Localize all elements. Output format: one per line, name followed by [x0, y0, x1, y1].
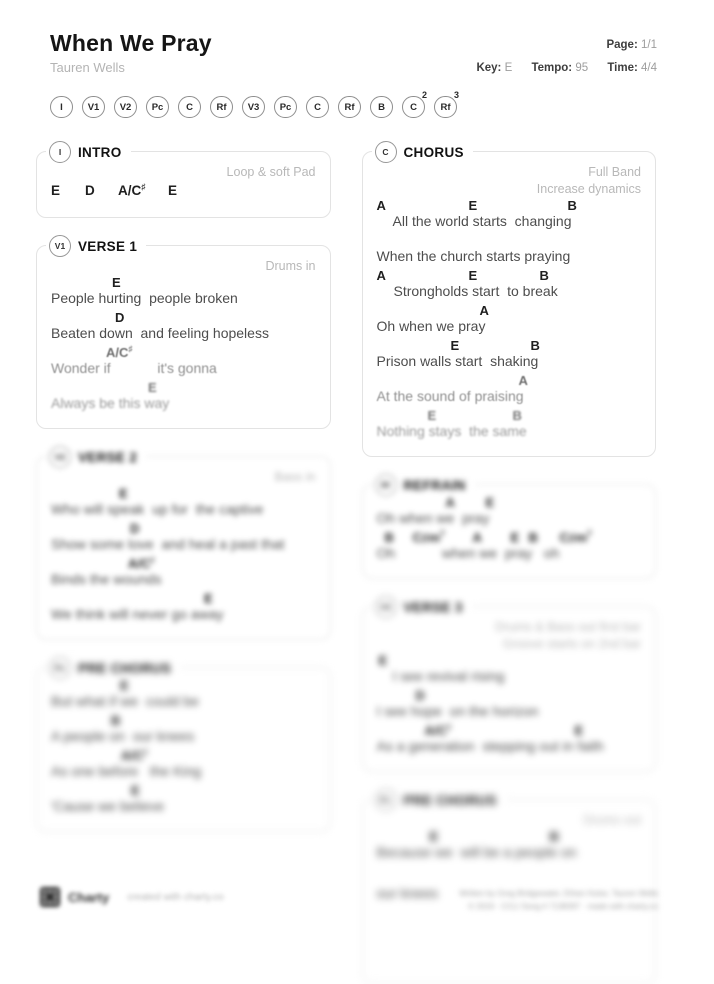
chord-symbol: B: [567, 198, 577, 213]
chord-symbol: B: [512, 408, 522, 423]
chart-line: [377, 723, 642, 756]
chart-line: [51, 380, 316, 413]
chord-symbol: E: [148, 380, 157, 395]
brand-name: Charty: [68, 889, 110, 905]
lyric-text: Prison walls start shaking: [376, 353, 539, 369]
chart-body: [0, 144, 714, 984]
song-meta: [476, 38, 657, 75]
section-card-chorus: [362, 144, 657, 457]
lyric-text: Who will speak up for the captive: [51, 501, 264, 517]
chart-line: [377, 338, 642, 371]
section-badge: V2: [49, 446, 71, 468]
section-notes: Loop & soft Pad: [226, 165, 316, 179]
section-header: [372, 789, 506, 811]
section-header: [372, 141, 473, 163]
section-pill-rf[interactable]: Rf: [210, 96, 233, 118]
lyric-text: 'Cause we believe: [51, 798, 165, 814]
chart-line: [51, 345, 316, 378]
chart-line: [377, 303, 642, 336]
tempo-pair: Tempo: 95: [531, 62, 589, 74]
lyric-text: Strongholds start to break: [393, 283, 558, 299]
section-notes: Bass in: [274, 470, 316, 484]
section-notes: Drums in: [265, 259, 316, 273]
chart-line: [51, 521, 316, 554]
credits-line-1: Written by Greg Bridgewater, Ethan Hulse, Tauren Wells: [459, 889, 658, 898]
lyric-text: Binds the wounds: [51, 571, 162, 587]
lyric-text: Beaten down and feeling hopeless: [51, 325, 269, 341]
section-pill-b[interactable]: B: [370, 96, 393, 118]
chord-symbol: D: [130, 521, 140, 536]
lyric-text: A people on our knees: [51, 728, 195, 744]
section-title: VERSE 1: [78, 238, 138, 254]
page-label: Page:: [606, 39, 638, 51]
chart-line: [51, 678, 316, 711]
chord-symbol: A: [376, 268, 386, 283]
lyric-text: I see hope on the horizon: [376, 703, 539, 719]
chord-symbol: A: [479, 303, 489, 318]
chord-symbol: B: [111, 713, 121, 728]
chord-symbol: E: [378, 653, 388, 668]
chord-symbol: A: [376, 198, 386, 213]
chart-line: [377, 653, 642, 686]
left-column: [36, 144, 331, 984]
chord-symbol: D: [415, 688, 425, 703]
app-footer: [40, 887, 224, 907]
chord-symbol: B: [539, 268, 549, 283]
chord-symbol: E: [120, 678, 129, 693]
section-pill-rf[interactable]: Rf: [338, 96, 361, 118]
section-title: PRE CHORUS: [78, 660, 172, 676]
section-pill-c[interactable]: C: [306, 96, 329, 118]
chart-line: [377, 495, 642, 528]
chart-line: [51, 486, 316, 519]
lyric-text: We think will never go away: [51, 606, 224, 622]
lyric-text: Oh when we pray oh: [376, 545, 560, 561]
section-badge: C: [375, 141, 397, 163]
chart-line: [377, 530, 642, 563]
chart-line: [377, 408, 642, 441]
section-card-verse2: [36, 449, 331, 640]
lyric-text: People hurting people broken: [51, 290, 238, 306]
lyric-text: As one before the King: [51, 763, 202, 779]
footer-tagline: created with charty.co: [127, 891, 224, 903]
credits-line-2: © 2019 · CCLI Song # 7138397 · made with charty.co: [468, 902, 658, 911]
chord-symbol: B: [528, 530, 538, 545]
chord-symbol: E: [468, 268, 478, 283]
chord-symbol: $C♯m^7$: [559, 528, 592, 545]
chord-symbol: A/C♯: [118, 181, 146, 198]
lyric-text: All the world starts changing: [392, 213, 572, 229]
section-title: VERSE 3: [403, 599, 463, 615]
section-pill-v3[interactable]: V3: [242, 96, 265, 118]
section-card-verse3: [362, 599, 657, 772]
chord-symbol: A/C♯: [121, 746, 148, 763]
chord-symbol: E: [168, 183, 178, 198]
lyric-text: Nothing stays the same: [376, 423, 527, 439]
section-card-intro: [36, 144, 331, 218]
chord-symbol: B: [530, 338, 540, 353]
chord-symbol: B: [384, 530, 394, 545]
page-indicator: [476, 38, 657, 52]
lyric-text: Because we will be a people on: [376, 844, 577, 860]
section-badge: Rf: [375, 474, 397, 496]
chord-symbol: E: [468, 198, 478, 213]
section-title: CHORUS: [403, 144, 464, 160]
section-pill-c2[interactable]: C 2: [402, 96, 425, 118]
section-pill-i[interactable]: I: [50, 96, 73, 118]
chart-line: [51, 275, 316, 308]
chart-line: [51, 591, 316, 624]
section-header: [372, 474, 475, 496]
section-title: PRE CHORUS: [403, 792, 497, 808]
chord-symbol: E: [112, 275, 121, 290]
lyric-text: As a generation stepping out in faith: [376, 738, 604, 754]
section-pill-pc[interactable]: Pc: [146, 96, 169, 118]
section-pill-v2[interactable]: V2: [114, 96, 137, 118]
chord-symbol: A: [518, 373, 528, 388]
chord-symbol: E: [485, 495, 495, 510]
chart-line: [377, 688, 642, 721]
section-notes: Drums & Bass out first bar Groove starts on 2nd bar: [495, 620, 641, 651]
time-pair: Time: 4/4: [607, 62, 657, 74]
page-title: When We Pray: [50, 30, 212, 56]
chart-line: [51, 783, 316, 816]
chord-symbol: E: [574, 723, 584, 738]
section-title: VERSE 2: [78, 449, 138, 465]
section-notes: Full Band Increase dynamics: [536, 165, 641, 196]
page-value: 1/1: [641, 39, 657, 51]
chord-symbol: E: [429, 829, 439, 844]
section-badge: V1: [49, 235, 71, 257]
chord-symbol: A/C♯: [106, 343, 133, 360]
section-pill-rf3[interactable]: Rf 3: [434, 96, 457, 118]
chart-line: [377, 241, 642, 266]
chord-symbol: A/C♯: [128, 554, 155, 571]
section-badge: V3: [375, 596, 397, 618]
section-header: [372, 596, 472, 618]
section-badge: I: [49, 141, 71, 163]
chord-symbol: $C♯m^7$: [412, 528, 445, 545]
section-header: [46, 446, 146, 468]
chart-line: [377, 373, 642, 406]
chart-line: [51, 181, 316, 202]
chord-symbol: D: [85, 183, 95, 198]
section-pills: [50, 90, 714, 118]
section-pill-c[interactable]: C: [178, 96, 201, 118]
chord-symbol: E: [119, 486, 128, 501]
lyric-text: our knees: [376, 885, 438, 901]
chord-symbol: E: [131, 783, 140, 798]
lyric-text: I see revival rising: [392, 668, 505, 684]
lyric-text: Show some love and heal a past that: [51, 536, 285, 552]
section-title: REFRAIN: [403, 477, 466, 493]
charty-logo-icon: [40, 887, 60, 907]
section-pill-v1[interactable]: V1: [82, 96, 105, 118]
chart-line: [377, 198, 642, 231]
chord-symbol: A: [472, 530, 482, 545]
artist-name: Tauren Wells: [50, 60, 125, 75]
lyric-text: Oh when we pray: [376, 510, 490, 526]
lyric-text: Wonder if it's gonna: [51, 360, 217, 376]
lyric-text: At the sound of praising: [376, 388, 524, 404]
key-tempo-time: [476, 61, 657, 75]
chord-symbol: E: [450, 338, 460, 353]
section-title: INTRO: [78, 144, 122, 160]
right-column: [362, 144, 657, 984]
copyright-credits: [338, 887, 658, 913]
section-card-verse1: [36, 238, 331, 429]
chord-symbol: D: [115, 310, 125, 325]
section-header: [46, 141, 131, 163]
section-card-prechorus1: [36, 660, 331, 832]
chord-symbol: A/C♯: [424, 721, 452, 738]
lyric-text: Oh when we pray: [376, 318, 486, 334]
lyric-text: Always be this way: [51, 395, 170, 411]
chart-line: [51, 713, 316, 746]
chord-symbol: E: [51, 183, 61, 198]
key-pair: Key: E: [476, 62, 513, 74]
section-header: [46, 657, 180, 679]
song-header: [50, 30, 212, 75]
chart-line: [377, 268, 642, 301]
chart-line: [377, 829, 642, 862]
section-notes: Drums out: [583, 813, 641, 827]
section-badge: Pc: [49, 657, 71, 679]
chord-symbol: E: [427, 408, 437, 423]
lyric-text: But what if we could be: [51, 693, 199, 709]
page-header: [0, 0, 714, 75]
section-header: [46, 235, 146, 257]
chord-symbol: A: [445, 495, 455, 510]
chord-symbol: E: [204, 591, 213, 606]
section-pill-pc[interactable]: Pc: [274, 96, 297, 118]
section-card-refrain: [362, 477, 657, 579]
section-badge: Pc: [375, 789, 397, 811]
lyric-text: When the church starts praying: [376, 248, 571, 264]
chart-line: [51, 556, 316, 589]
chord-symbol: E: [510, 530, 520, 545]
chart-line: [51, 310, 316, 343]
chart-line: [51, 748, 316, 781]
chord-symbol: B: [549, 829, 559, 844]
